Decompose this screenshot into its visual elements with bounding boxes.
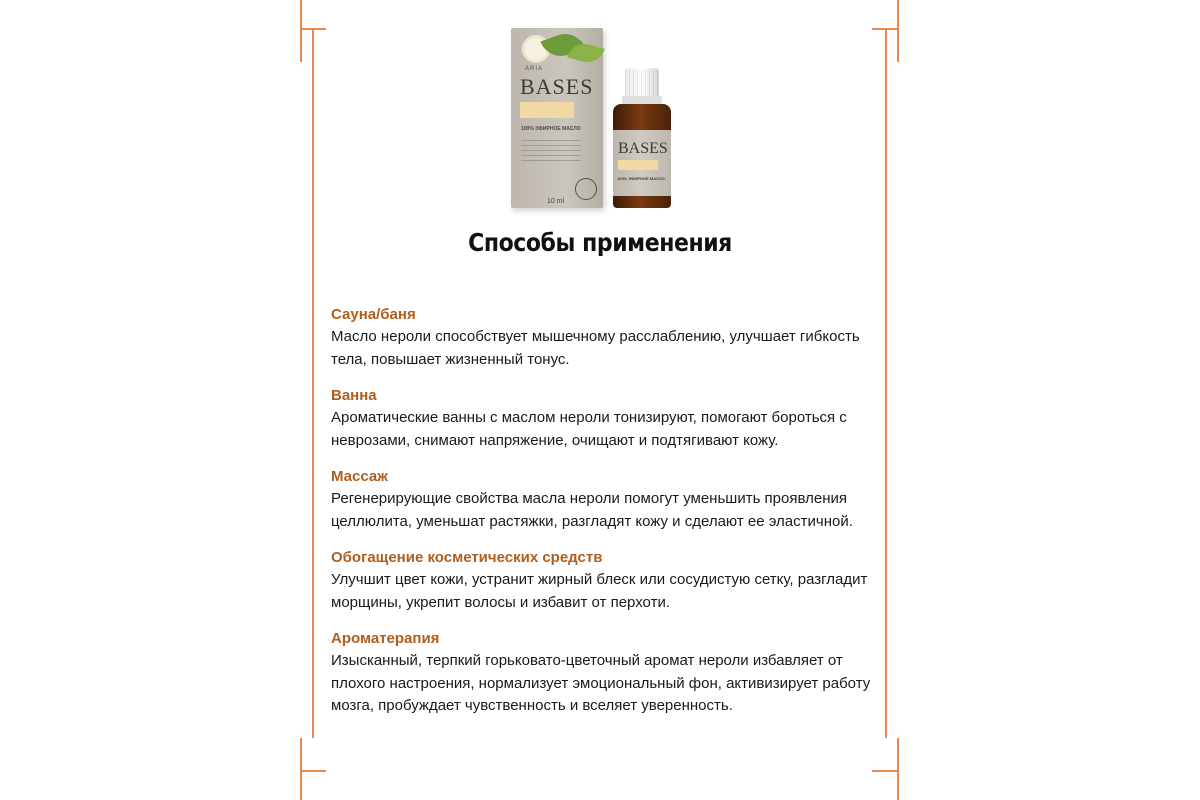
product-image xyxy=(505,20,685,215)
bottle-brand: BASES xyxy=(618,140,668,157)
section-text: Изысканный, терпкий горьковато-цветочный аромат нероли избавляет от плохого настроения, нормализует эмоциональный фон, активизирует работу мозга, пробуждает чувственность и вселяет уверенность. xyxy=(331,652,871,714)
frame-bottom-left xyxy=(300,770,326,772)
box-brand-small: ARIA xyxy=(525,66,544,72)
frame-top-right xyxy=(872,28,898,30)
section-text: Ароматические ванны с маслом нероли тонизируют, помогают бороться с неврозами, снимают напряжение, очищают и подтягивают кожу. xyxy=(331,409,847,449)
frame-left-side xyxy=(312,62,314,738)
usage-section-cosmetics xyxy=(331,547,891,614)
usage-section-sauna xyxy=(331,304,891,371)
usage-list xyxy=(331,304,891,732)
box-tagline: 100% ЭФИРНОЕ МАСЛО xyxy=(521,126,581,132)
section-heading: Ванна xyxy=(331,387,377,404)
frame-bottom-right xyxy=(872,770,898,772)
section-heading: Массаж xyxy=(331,468,388,485)
product-box xyxy=(511,28,603,208)
frame-left-outer xyxy=(300,0,302,62)
box-label xyxy=(520,102,574,118)
section-text: Улучшит цвет кожи, устранит жирный блеск или сосудистую сетку, разгладит морщины, укрепит волосы и избавит от перхоти. xyxy=(331,571,868,611)
section-heading: Обогащение косметических средств xyxy=(331,549,603,566)
usage-section-aromatherapy xyxy=(331,628,891,718)
section-text: Масло нероли способствует мышечному расслаблению, улучшает гибкость тела, повышает жизненный тонус. xyxy=(331,328,860,368)
quality-seal-icon xyxy=(575,178,597,200)
page-title: Способы применения xyxy=(468,228,732,257)
usage-section-massage xyxy=(331,466,891,533)
box-brand: BASES xyxy=(520,74,594,99)
frame-right-outer xyxy=(897,0,899,62)
frame-top-left xyxy=(300,28,326,30)
bottle-sticker xyxy=(618,160,658,170)
box-description-lines xyxy=(521,140,581,162)
box-volume: 10 ml xyxy=(547,198,565,205)
frame-bottom-left-outer xyxy=(300,738,302,800)
usage-section-bath xyxy=(331,385,891,452)
section-heading: Сауна/баня xyxy=(331,306,416,323)
section-heading: Ароматерапия xyxy=(331,630,440,647)
frame-bottom-right-outer xyxy=(897,738,899,800)
frame-right-inner xyxy=(885,28,887,62)
bottle-tagline: 100% ЭФИРНОЕ МАСЛО xyxy=(617,176,665,181)
section-text: Регенерирующие свойства масла нероли помогут уменьшить проявления целлюлита, уменьшат растяжки, разгладят кожу и сделают ее эластичной. xyxy=(331,490,853,530)
frame-left-inner xyxy=(312,28,314,62)
bottle-cap-ribs xyxy=(625,70,659,96)
